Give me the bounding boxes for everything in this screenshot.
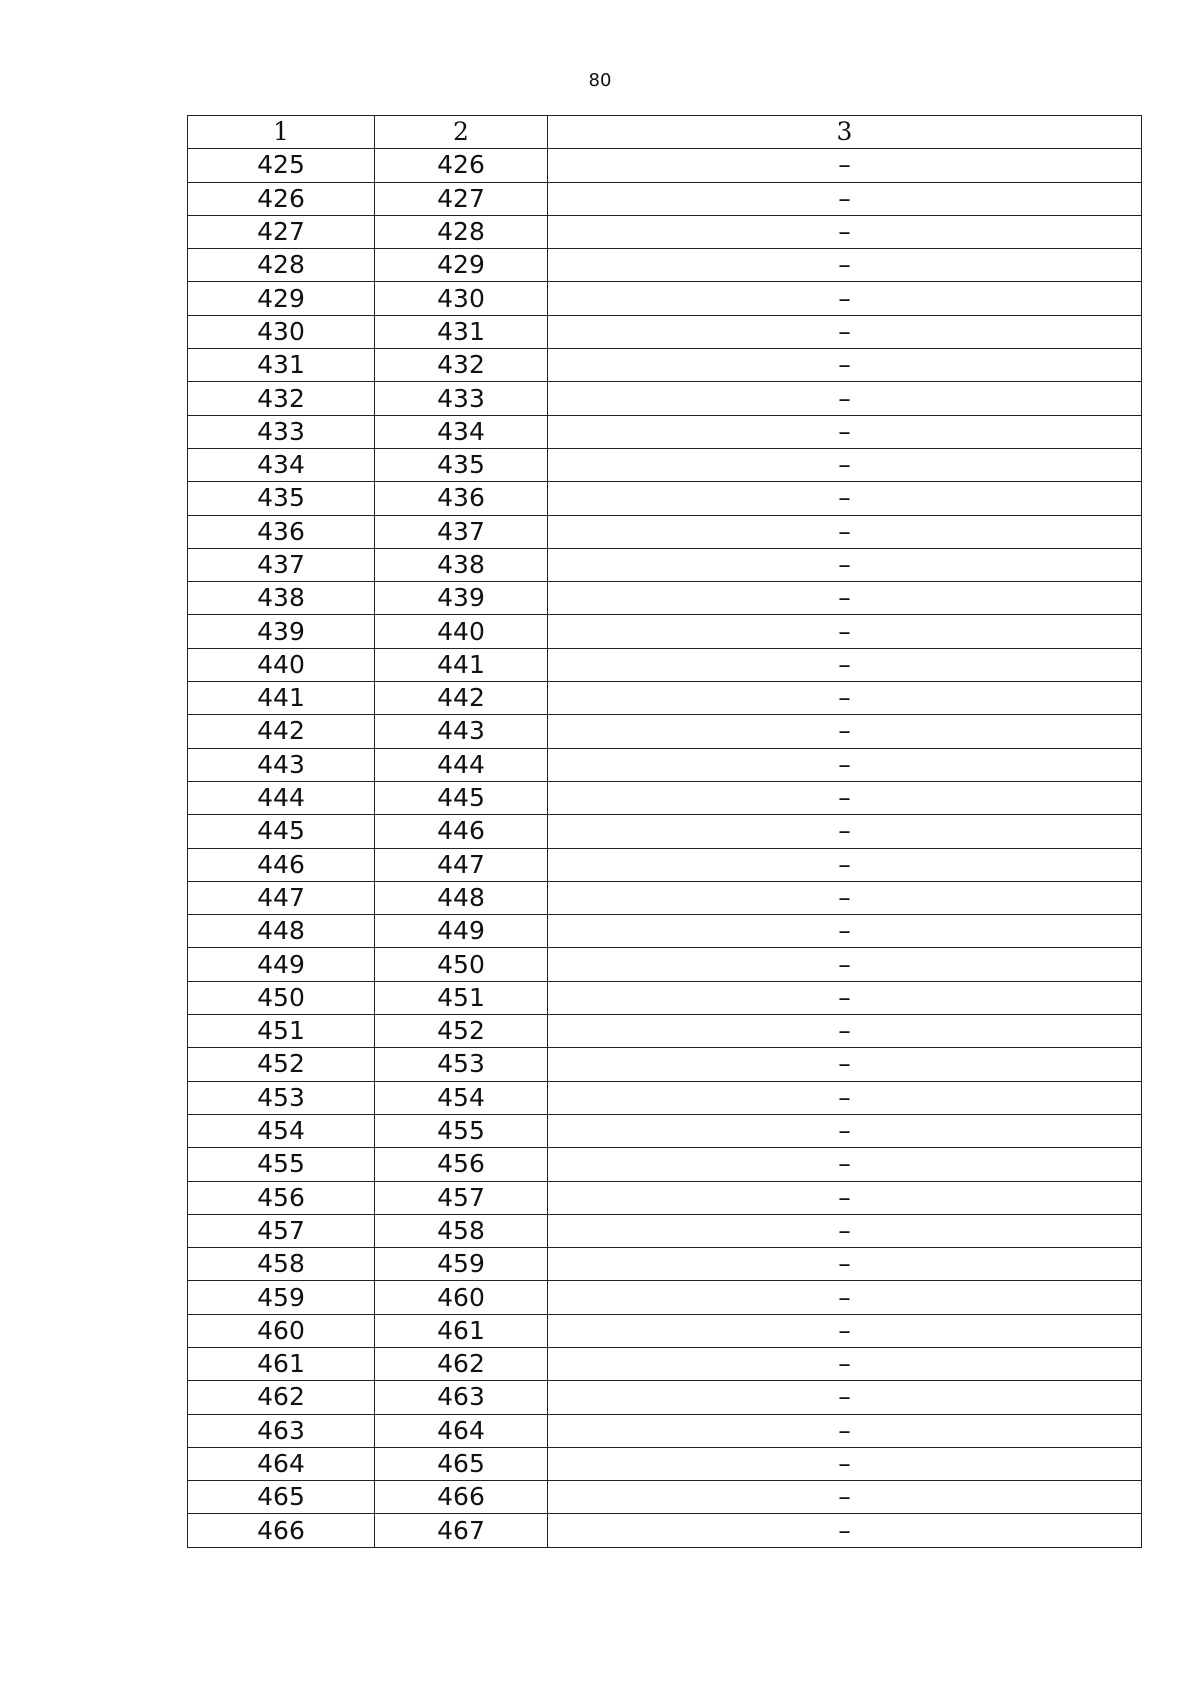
table-cell: 428	[375, 215, 548, 248]
table-cell: 448	[375, 881, 548, 914]
table-cell: 446	[188, 848, 375, 881]
table-cell: –	[548, 881, 1142, 914]
table-cell: 460	[188, 1314, 375, 1347]
table-cell: 455	[188, 1148, 375, 1181]
table-cell: –	[548, 781, 1142, 814]
table-cell: 433	[375, 382, 548, 415]
table-cell: –	[548, 548, 1142, 581]
table-cell: 433	[188, 415, 375, 448]
table-cell: 426	[375, 149, 548, 182]
table-cell: 466	[375, 1481, 548, 1514]
table-cell: 466	[188, 1514, 375, 1547]
table-row	[188, 282, 1142, 315]
table-row	[188, 915, 1142, 948]
table-cell: 435	[375, 448, 548, 481]
table-row	[188, 182, 1142, 215]
table-cell: 457	[375, 1181, 548, 1214]
table-row	[188, 648, 1142, 681]
table-cell: –	[548, 815, 1142, 848]
table-cell: 437	[375, 515, 548, 548]
table-row	[188, 1514, 1142, 1547]
table-cell: 429	[188, 282, 375, 315]
table-cell: 438	[188, 582, 375, 615]
table-cell: –	[548, 382, 1142, 415]
column-header: 2	[375, 116, 548, 149]
table-cell: 459	[375, 1248, 548, 1281]
table-cell: 440	[375, 615, 548, 648]
table-cell: 428	[188, 249, 375, 282]
table-cell: 463	[375, 1381, 548, 1414]
table-row	[188, 415, 1142, 448]
column-header: 1	[188, 116, 375, 149]
table-cell: 461	[188, 1347, 375, 1380]
table-row	[188, 1015, 1142, 1048]
table-cell: 449	[375, 915, 548, 948]
table-cell: –	[548, 415, 1142, 448]
table-cell: –	[548, 1381, 1142, 1414]
table-cell: –	[548, 1114, 1142, 1147]
table-cell: –	[548, 349, 1142, 382]
table-cell: 459	[188, 1281, 375, 1314]
table-row	[188, 1381, 1142, 1414]
table-row	[188, 1148, 1142, 1181]
table-cell: 429	[375, 249, 548, 282]
table-cell: –	[548, 482, 1142, 515]
table-cell: –	[548, 1148, 1142, 1181]
table-cell: 443	[188, 748, 375, 781]
table-cell: 453	[375, 1048, 548, 1081]
table-cell: 430	[375, 282, 548, 315]
table-cell: –	[548, 582, 1142, 615]
table-cell: 455	[375, 1114, 548, 1147]
table-cell: 447	[188, 881, 375, 914]
table-cell: 427	[375, 182, 548, 215]
table-row	[188, 848, 1142, 881]
table-cell: 448	[188, 915, 375, 948]
table-cell: 443	[375, 715, 548, 748]
page-number: 80	[588, 70, 612, 91]
table-row	[188, 382, 1142, 415]
table-cell: 426	[188, 182, 375, 215]
table-cell: –	[548, 182, 1142, 215]
table-cell: –	[548, 1447, 1142, 1480]
table-cell: –	[548, 1248, 1142, 1281]
table-row	[188, 548, 1142, 581]
table-cell: –	[548, 981, 1142, 1014]
table-row	[188, 948, 1142, 981]
table-cell: –	[548, 648, 1142, 681]
table-row	[188, 1314, 1142, 1347]
table-cell: –	[548, 615, 1142, 648]
table-cell: 463	[188, 1414, 375, 1447]
table-cell: 454	[375, 1081, 548, 1114]
table-cell: 464	[375, 1414, 548, 1447]
table-cell: –	[548, 315, 1142, 348]
table-row	[188, 1181, 1142, 1214]
table-cell: 453	[188, 1081, 375, 1114]
table-cell: –	[548, 682, 1142, 715]
table-cell: 432	[188, 382, 375, 415]
table-cell: –	[548, 1015, 1142, 1048]
table-cell: 465	[188, 1481, 375, 1514]
table-cell: 440	[188, 648, 375, 681]
table-cell: 439	[188, 615, 375, 648]
table-row	[188, 315, 1142, 348]
table-row	[188, 448, 1142, 481]
table-cell: 425	[188, 149, 375, 182]
table-cell: –	[548, 515, 1142, 548]
table-cell: 434	[188, 448, 375, 481]
table-row	[188, 515, 1142, 548]
table-cell: 454	[188, 1114, 375, 1147]
table-cell: 441	[375, 648, 548, 681]
table-cell: 452	[188, 1048, 375, 1081]
table-cell: 436	[375, 482, 548, 515]
table-row	[188, 781, 1142, 814]
table-row	[188, 815, 1142, 848]
table-row	[188, 881, 1142, 914]
table-cell: 467	[375, 1514, 548, 1547]
table-row	[188, 682, 1142, 715]
table-cell: –	[548, 149, 1142, 182]
table-row	[188, 748, 1142, 781]
table-row	[188, 981, 1142, 1014]
table-cell: 461	[375, 1314, 548, 1347]
table-body	[188, 116, 1142, 1548]
table-cell: 439	[375, 582, 548, 615]
table-row	[188, 1081, 1142, 1114]
table-cell: –	[548, 282, 1142, 315]
column-header: 3	[548, 116, 1142, 149]
table-header-row	[188, 116, 1142, 149]
table-cell: 436	[188, 515, 375, 548]
table-row	[188, 1048, 1142, 1081]
table-cell: 451	[375, 981, 548, 1014]
table-cell: –	[548, 948, 1142, 981]
table-cell: –	[548, 748, 1142, 781]
table-cell: 465	[375, 1447, 548, 1480]
table-row	[188, 1347, 1142, 1380]
table-cell: 457	[188, 1214, 375, 1247]
table-cell: 446	[375, 815, 548, 848]
table-cell: –	[548, 1081, 1142, 1114]
table-row	[188, 1248, 1142, 1281]
table-row	[188, 1281, 1142, 1314]
table-row	[188, 215, 1142, 248]
table-cell: 442	[375, 682, 548, 715]
table-row	[188, 1447, 1142, 1480]
table-cell: –	[548, 249, 1142, 282]
table-cell: 445	[375, 781, 548, 814]
table-cell: 456	[375, 1148, 548, 1181]
table-cell: 460	[375, 1281, 548, 1314]
table-cell: –	[548, 1281, 1142, 1314]
table-cell: –	[548, 1481, 1142, 1514]
table-cell: –	[548, 215, 1142, 248]
table-row	[188, 1214, 1142, 1247]
table-cell: 427	[188, 215, 375, 248]
table-cell: –	[548, 1181, 1142, 1214]
table-cell: –	[548, 848, 1142, 881]
table-cell: 437	[188, 548, 375, 581]
table-cell: 431	[375, 315, 548, 348]
table-cell: 452	[375, 1015, 548, 1048]
table-cell: 435	[188, 482, 375, 515]
table-cell: 432	[375, 349, 548, 382]
table-cell: 464	[188, 1447, 375, 1480]
table-cell: –	[548, 1514, 1142, 1547]
table-cell: 438	[375, 548, 548, 581]
table-cell: 458	[375, 1214, 548, 1247]
table-cell: 444	[188, 781, 375, 814]
table-cell: 445	[188, 815, 375, 848]
table-cell: –	[548, 1214, 1142, 1247]
table-row	[188, 715, 1142, 748]
table-cell: –	[548, 1347, 1142, 1380]
table-cell: 451	[188, 1015, 375, 1048]
table-row	[188, 1481, 1142, 1514]
table-cell: 447	[375, 848, 548, 881]
table-cell: –	[548, 448, 1142, 481]
table-cell: 462	[188, 1381, 375, 1414]
table-cell: –	[548, 715, 1142, 748]
table-cell: 458	[188, 1248, 375, 1281]
table-row	[188, 349, 1142, 382]
table-cell: 442	[188, 715, 375, 748]
table-cell: –	[548, 1314, 1142, 1347]
table-row	[188, 249, 1142, 282]
table-row	[188, 149, 1142, 182]
table-cell: –	[548, 1048, 1142, 1081]
table-row	[188, 1114, 1142, 1147]
table-cell: –	[548, 915, 1142, 948]
table-cell: 430	[188, 315, 375, 348]
table-cell: 450	[188, 981, 375, 1014]
table-cell: 449	[188, 948, 375, 981]
table-cell: 434	[375, 415, 548, 448]
table-row	[188, 482, 1142, 515]
table-cell: 444	[375, 748, 548, 781]
table-cell: 431	[188, 349, 375, 382]
data-table	[187, 115, 1142, 1548]
table-row	[188, 582, 1142, 615]
table-cell: 441	[188, 682, 375, 715]
table-cell: 456	[188, 1181, 375, 1214]
table-cell: –	[548, 1414, 1142, 1447]
table-cell: 462	[375, 1347, 548, 1380]
table-cell: 450	[375, 948, 548, 981]
table-row	[188, 615, 1142, 648]
table-row	[188, 1414, 1142, 1447]
